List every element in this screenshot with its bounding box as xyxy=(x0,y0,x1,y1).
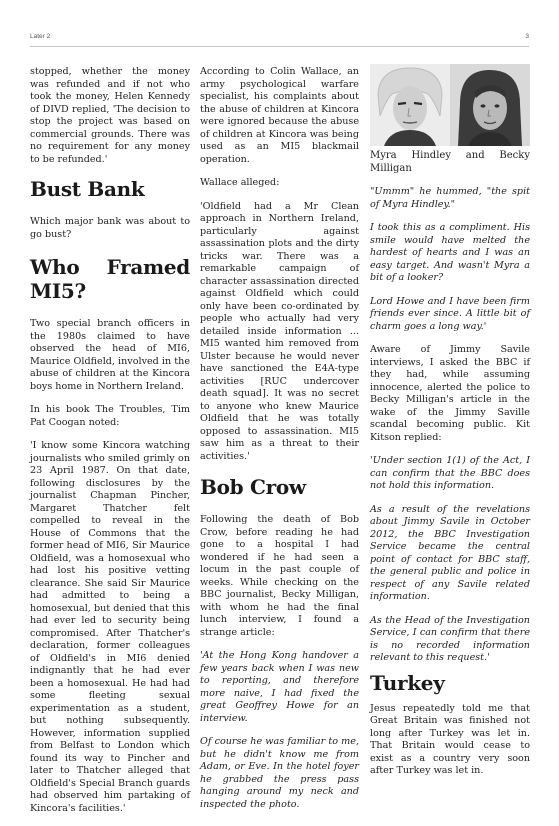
photo-pair xyxy=(370,64,530,146)
column-1 xyxy=(30,66,190,826)
becky-milligan-photo xyxy=(450,64,530,146)
italic-quote: 'At the Hong Kong handover a few years back when I was new to reporting, and therefore more naive, I had fixed the great Geoffrey Howe for an interview. xyxy=(200,650,359,724)
italic-quote: As the Head of the Investigation Service, I can confirm that there is no recorded information relevant to this request.' xyxy=(370,614,530,663)
quote-paragraph: 'I know some Kincora watching journalists who smiled grimly on 23 April 1987. On that date, following disclosures by the journalist Chapman Pincher, Margaret Thatcher felt compelled to reveal in the House of Commons that the former head of MI6, Sir Maurice Oldfield, was a homosexual who had lost his positive vetting clearance. She said Sir Maurice had admitted to being a homosexual, but denied that this had ever led to security being compromised. After Thatcher's declaration, former colleagues of Oldfield's in MI6 denied indignantly that he had ever been a homosexual. He had had some fleeting sexual experimentation as a student, but nothing subsequently. However, information supplied from Belfast to London which found its way to Pincher and later to Thatcher alleged that Oldfield's Special Branch guards had observed him partaking of Kincora's facilities.' xyxy=(30,440,190,814)
paragraph: Jesus repeatedly told me that Great Britain was finished not long after Turkey was let in. That Britain would cease to exist as a country very soon after Turkey was let in. xyxy=(370,702,530,776)
page-number: 3 xyxy=(525,33,529,40)
quote-paragraph: 'Oldfield had a Mr Clean approach in Northern Ireland, particularly against assassination plots and the dirty tricks war. There was a remarkable campaign of character assassination directed against Oldfield which could only have been co-ordinated by people who actually had very detailed inside information ... MI5 wanted him removed from Ulster because he would never have sanctioned the E4A-type activities [RUC undercover death squad]. It was no secret to anyone who knew Maurice Oldfield that he was totally opposed to assassination. MI5 saw him as a threat to their activities.' xyxy=(200,200,359,462)
paragraph: Aware of Jimmy Savile interviews, I asked the BBC if they had, while assuming innocence, alerted the police to Becky Milligan's article in the wake of the Jimmy Saville scandal becoming public. Kit Kitson replied: xyxy=(370,344,530,443)
italic-quote: Lord Howe and I have been firm friends ever since. A little bit of charm goes a long way.' xyxy=(370,295,530,332)
heading-bob-crow: Bob Crow xyxy=(200,475,306,499)
running-header-title: Later 2 xyxy=(30,33,51,40)
italic-quote: As a result of the revelations about Jimmy Savile in October 2012, the BBC Investigation Service became the central point of contact for BBC staff, the general public and police in respect of any Savile related information. xyxy=(370,503,530,602)
heading-bust-bank: Bust Bank xyxy=(30,177,145,201)
header-divider xyxy=(30,46,529,47)
paragraph: stopped, whether the money was refunded and if not who took the money, Helen Kennedy of DIVD replied, 'The decision to stop the project was based on commercial grounds. There was no requirement for any money to be refunded.' xyxy=(30,66,190,165)
column-3 xyxy=(370,64,530,789)
paragraph: Which major bank was about to go bust? xyxy=(30,216,190,240)
italic-quote: 'Under section 1(1) of the Act, I can confirm that the BBC does not hold this information. xyxy=(370,455,530,491)
page-header xyxy=(0,0,559,46)
heading-who-framed-mi5: Who Framed MI5? xyxy=(30,255,190,303)
paragraph: In his book The Troubles, Tim Pat Coogan noted: xyxy=(30,404,190,428)
heading-turkey: Turkey xyxy=(370,670,445,695)
column-2 xyxy=(200,66,359,822)
italic-quote: I took this as a compliment. His smile would have melted the hardest of hearts and I was an easy target. And wasn't Myra a bit of a looker? xyxy=(370,222,530,283)
italic-quote: Of course he was familiar to me, but he didn't know me from Adam, or Eve. In the hotel foyer he grabbed the press pass hanging around my neck and inspected the photo. xyxy=(200,736,359,810)
paragraph: Wallace alleged: xyxy=(200,177,280,188)
paragraph: Following the death of Bob Crow, before reading he had gone to a hospital I had wondered if he had seen a locum in the past couple of weeks. While checking on the BBC journalist, Becky Milligan, with whom he had the final lunch interview, I found a strange article: xyxy=(200,514,359,638)
italic-quote: "Ummm" he hummed, "the spit of Myra Hindley." xyxy=(370,186,530,210)
paragraph: Two special branch officers in the 1980s claimed to have observed the head of MI6, Maurice Oldfield, involved in the abuse of children at the Kincora boys home in Northern Ireland. xyxy=(30,318,190,392)
paragraph: According to Colin Wallace, an army psychological warfare specialist, his complaints about the abuse of children at Kincora were ignored because the abuse of children at Kincora was being used as an MI5 blackmail operation. xyxy=(200,66,359,165)
photo-caption: Myra Hindley and Becky Milligan xyxy=(370,150,530,174)
myra-hindley-photo xyxy=(370,64,450,146)
